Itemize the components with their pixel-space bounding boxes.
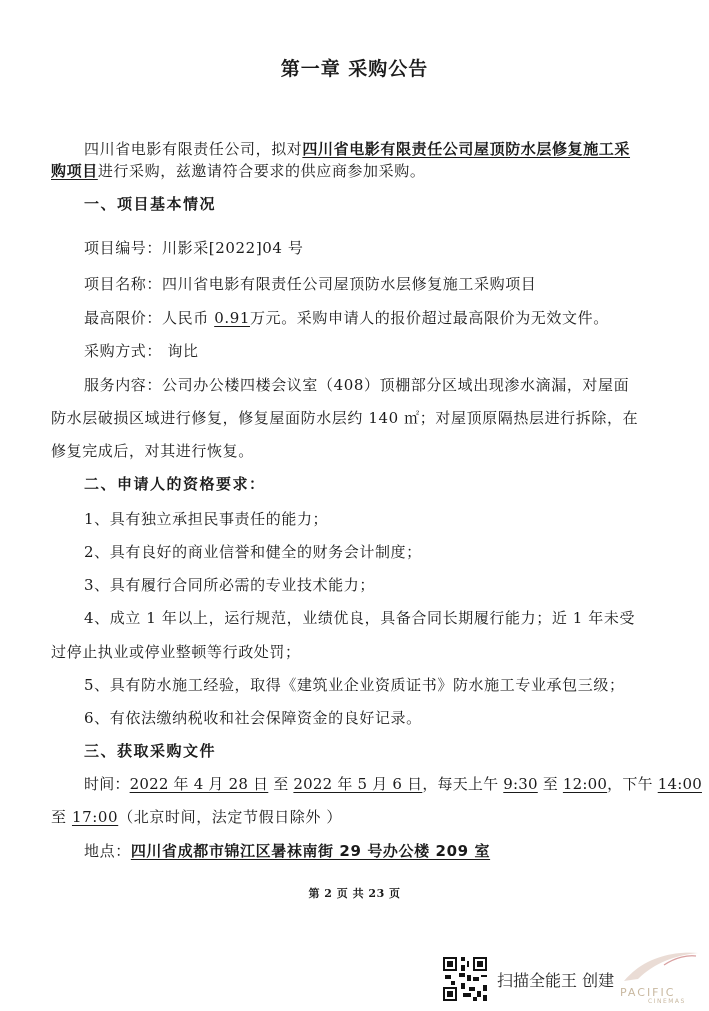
- max-price-suffix: 万元。采购申请人的报价超过最高限价为无效文件。: [250, 309, 609, 327]
- acquisition-time-line-2: [51, 806, 342, 828]
- max-price-prefix: 最高限价：人民币: [84, 309, 209, 327]
- logo-text: PACIFIC: [620, 986, 676, 999]
- daily-am: ，每天上午: [422, 775, 504, 793]
- time-note: （北京时间，法定节假日除外 ）: [118, 808, 342, 826]
- acquisition-time-line-1: [84, 773, 702, 795]
- end-date: 2022 年 5 月 6 日: [293, 775, 423, 793]
- max-price: [84, 307, 609, 329]
- section2-heading: 二、申请人的资格要求：: [84, 475, 266, 493]
- scanner-watermark: [0, 950, 709, 1011]
- pm-start: 14:00: [657, 775, 702, 793]
- requirement-5: 5、具有防水施工经验，取得《建筑业企业资质证书》防水施工专业承包三级；: [84, 676, 625, 694]
- intro-project-name-cont: 购项目: [51, 162, 98, 180]
- section1-heading: 一、项目基本情况: [84, 195, 217, 213]
- requirement-2: 2、具有良好的商业信誉和健全的财务会计制度；: [84, 543, 422, 561]
- acquisition-place: [84, 840, 490, 862]
- page-number: 第 2 页 共 23 页: [308, 887, 401, 900]
- requirement-4-line-1: 4、成立 1 年以上，运行规范，业绩优良，具备合同长期履行能力；近 1 年未受: [84, 609, 636, 627]
- requirement-4-line-2: 过停止执业或停业整顿等行政处罚；: [51, 643, 301, 661]
- logo-subtext: CINEMAS: [648, 998, 686, 1005]
- pm-end: 17:00: [71, 808, 119, 826]
- am-end: 12:00: [562, 775, 608, 793]
- procurement-method: 采购方式： 询比: [84, 342, 199, 360]
- requirement-6: 6、有依法缴纳税收和社会保障资金的良好记录。: [84, 709, 422, 727]
- intro-prefix: 四川省电影有限责任公司，拟对: [84, 140, 303, 158]
- max-price-value: 0.91: [214, 309, 250, 327]
- qr-code-icon: [441, 955, 489, 1003]
- scanner-app-text: 扫描全能王 创建: [497, 971, 615, 990]
- service-content-line-2: 防水层破损区域进行修复，修复屋面防水层约 140 ㎡；对屋顶原隔热层进行拆除，在: [51, 409, 639, 427]
- project-number: 项目编号：川影采[2022]04 号: [84, 239, 304, 257]
- intro-line-1: [84, 138, 630, 160]
- intro-project-name: 四川省电影有限责任公司屋顶防水层修复施工采: [302, 140, 631, 158]
- am-start: 9:30: [503, 775, 538, 793]
- service-content-line-3: 修复完成后，对其进行恢复。: [51, 442, 254, 460]
- requirement-1: 1、具有独立承担民事责任的能力；: [84, 510, 329, 528]
- place-value: 四川省成都市锦江区暑袜南街 29 号办公楼 209 室: [130, 842, 491, 860]
- service-content-line-1: 服务内容：公司办公楼四楼会议室（408）顶棚部分区域出现渗水滴漏，对屋面: [84, 376, 630, 394]
- pacific-logo-icon: [614, 945, 704, 985]
- start-date: 2022 年 4 月 28 日: [129, 775, 269, 793]
- place-label: 地点：: [84, 842, 131, 860]
- section3-heading: 三、获取采购文件: [84, 742, 217, 760]
- to-1: 至: [268, 775, 294, 793]
- to-3: 至: [51, 808, 72, 826]
- to-2: 至: [537, 775, 563, 793]
- chapter-title: 第一章 采购公告: [280, 58, 429, 80]
- requirement-3: 3、具有履行合同所必需的专业技术能力；: [84, 576, 375, 594]
- intro-line-2: [51, 160, 425, 182]
- project-name: 项目名称：四川省电影有限责任公司屋顶防水层修复施工采购项目: [84, 275, 537, 293]
- daily-pm: ，下午: [607, 775, 658, 793]
- time-label: 时间：: [84, 775, 130, 793]
- intro-suffix: 进行采购，兹邀请符合要求的供应商参加采购。: [97, 162, 426, 180]
